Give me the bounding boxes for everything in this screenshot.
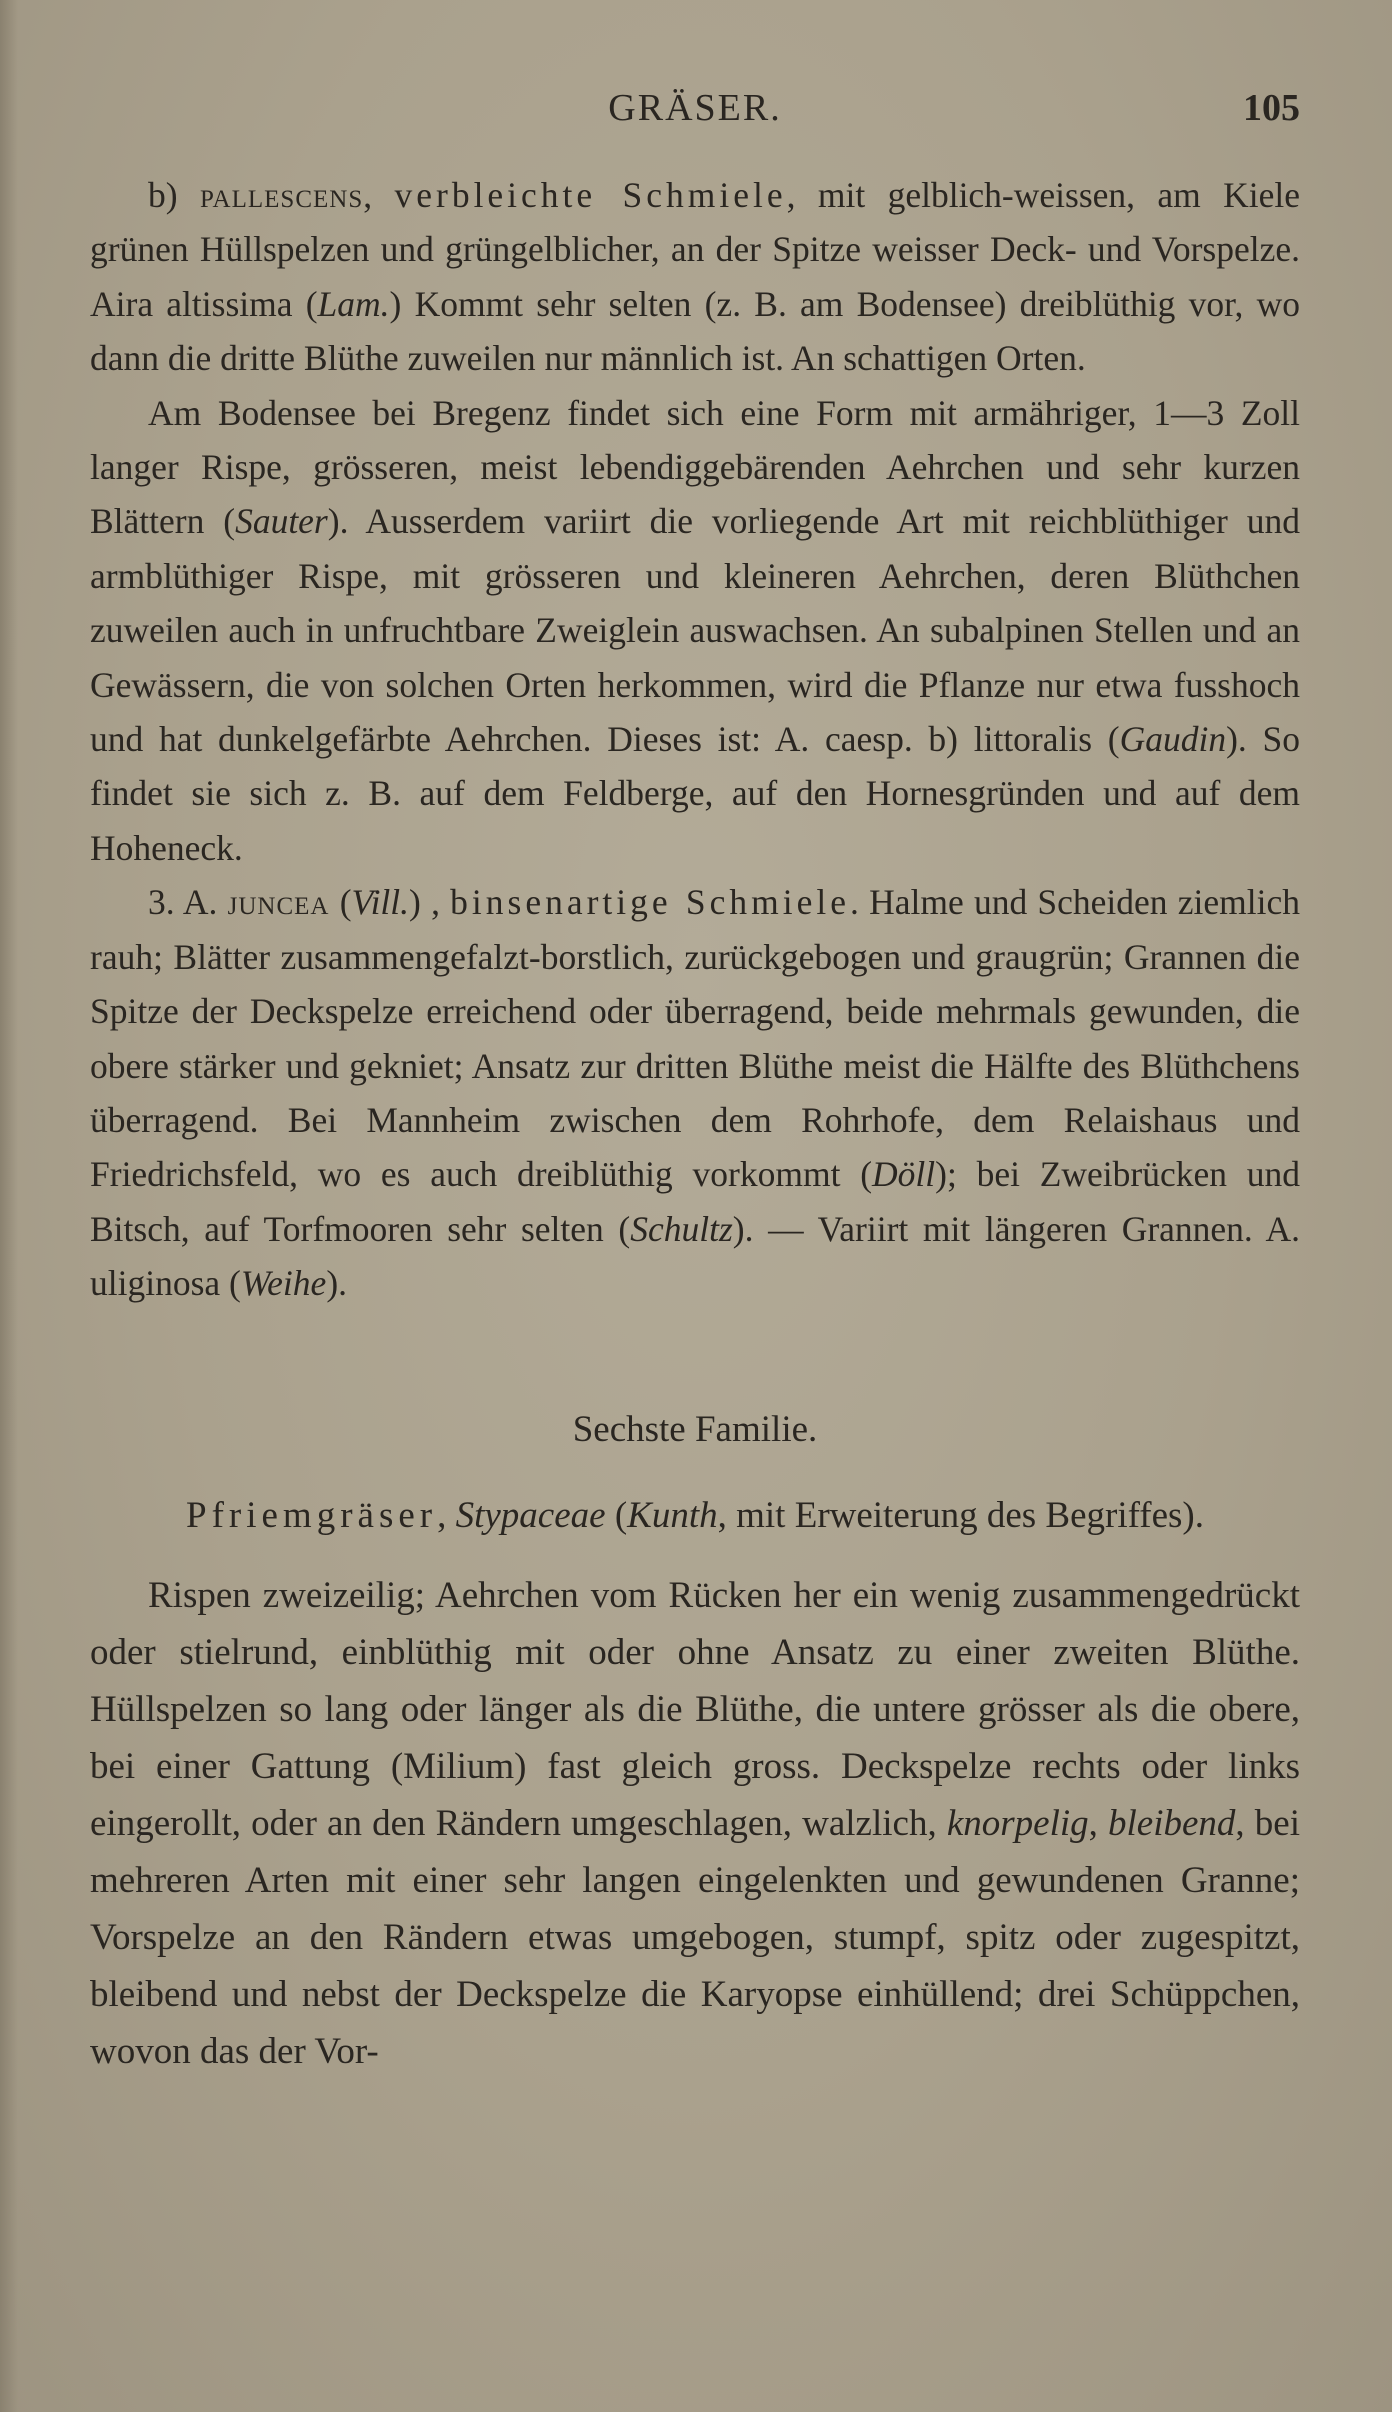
body-text: , mit gelblich-weissen, am Kiele grünen Hüllspelzen und grüngelblicher, an der Spitze weisser Deck- und Vorspelze. Aira altissima ( xyxy=(90,175,1300,324)
body-text: ) Kommt sehr selten (z. B. am Bodensee) dreiblüthig vor, wo dann die dritte Blüthe zuweilen nur männlich ist. An schattigen Orten. xyxy=(90,283,1301,379)
species-number: 3. A. xyxy=(148,882,228,923)
section-title: Sechste Familie. xyxy=(572,1408,818,1450)
punct: ( xyxy=(605,1494,628,1536)
paragraph-bregenz xyxy=(90,386,1300,876)
family-latin-name: Stypaceae xyxy=(455,1494,606,1536)
author-citation: Weihe xyxy=(240,1263,327,1304)
punct: ) , xyxy=(409,882,451,923)
punct: , xyxy=(363,175,395,215)
punct: , xyxy=(437,1494,456,1536)
author-citation: Sauter xyxy=(235,501,328,542)
author-citation: Lam. xyxy=(317,283,390,324)
species-name: juncea xyxy=(227,882,330,923)
body-text: . Halme und Scheiden ziemlich rauh; Blätter zusammengefalzt-borstlich, zurückgebogen und graugrün; Grannen die Spitze der Deckspelze erreichend oder überragend, beide mehrmals gewunden, die obere stärker und gekniet; Ansatz zur dritten Blüthe meist die Hälfte des Blüthchens überragend. Bei Mannheim zwischen dem Rohrhofe, dem Relaishaus und Friedrichsfeld, wo es auch dreiblüthig vorkommt ( xyxy=(90,882,1300,1195)
punct: ( xyxy=(329,882,352,923)
page-header xyxy=(90,78,1300,138)
common-name: verbleichte Schmiele xyxy=(394,175,787,215)
body-text: Am Bodensee bei Bregenz findet sich eine Form mit armähriger, 1—3 Zoll langer Rispe, grösseren, meist lebendiggebärenden Aehrchen und sehr kurzen Blättern ( xyxy=(90,392,1300,542)
page-number: 105 xyxy=(1243,87,1300,129)
author-citation: Gaudin xyxy=(1119,719,1227,760)
page-edge-shadow xyxy=(0,0,18,2412)
body-text: ); bei Zweibrücken und Bitsch, auf Torfmooren sehr selten ( xyxy=(90,1154,1300,1249)
variety-name: pallescens xyxy=(199,175,364,215)
body-text: ). — Variirt mit längeren Grannen. A. uliginosa ( xyxy=(90,1208,1300,1304)
page-content xyxy=(90,168,1300,2080)
body-text: Rispen zweizeilig; Aehrchen vom Rücken her ein wenig zusammengedrückt oder stielrund, einblüthig mit oder ohne Ansatz zu einer zweiten Blüthe. Hüllspelzen so lang oder länger als die Blüthe, die untere grösser als die obere, bei einer Gattung (Milium) fast gleich gross. Deckspelze rechts oder links eingerollt, oder an den Rändern umgeschlagen, walzlich, xyxy=(90,1574,1300,1844)
emphasis-text: bleibend xyxy=(1108,1802,1236,1844)
body-text: ). Ausserdem variirt die vorliegende Art mit reichblüthiger und armblüthiger Rispe, mit grösseren und kleineren Aehrchen, deren Blüthchen zuweilen auch in unfruchtbare Zweiglein auswachsen. An subalpinen Stellen und an Gewässern, die von solchen Orten herkommen, wird die Pflanze nur etwa fusshoch und hat dunkelgefärbte Aehrchen. Dieses ist: A. caesp. b) littoralis ( xyxy=(90,501,1300,760)
family-description-block xyxy=(90,1567,1300,2080)
author-citation: Döll xyxy=(872,1154,936,1195)
family-heading xyxy=(90,1487,1300,1545)
species-text-block xyxy=(90,168,1300,1311)
paragraph-pallescens xyxy=(90,168,1300,386)
author-citation: Kunth xyxy=(627,1494,718,1536)
body-text: ). xyxy=(326,1263,348,1304)
paragraph-juncea xyxy=(90,875,1300,1310)
common-name: binsenartige Schmiele xyxy=(450,882,850,923)
family-name: Pfriemgräser xyxy=(186,1494,438,1536)
body-text: ). So findet sie sich z. B. auf dem Feldberge, auf den Hornesgründen und auf dem Hoheneck. xyxy=(90,719,1300,868)
author-citation: Vill. xyxy=(351,882,410,923)
body-text: , bei mehreren Arten mit einer sehr langen eingelenkten und gewundenen Granne; Vorspelze an den Rändern etwas umgebogen, stumpf, spitz oder zugespitzt, bleibend und nebst der Deckspelze die Karyopse einhüllend; drei Schüppchen, wovon das der Vor- xyxy=(90,1802,1300,2072)
paragraph-family-description xyxy=(90,1567,1300,2080)
author-citation: Schultz xyxy=(630,1208,733,1249)
heading-text: , mit Erweiterung des Begriffes). xyxy=(717,1494,1204,1536)
emphasis-text: knorpelig xyxy=(946,1802,1089,1844)
variety-label: b) xyxy=(148,175,200,215)
running-head: GRÄSER. xyxy=(608,87,782,129)
punct: , xyxy=(1088,1802,1109,1844)
